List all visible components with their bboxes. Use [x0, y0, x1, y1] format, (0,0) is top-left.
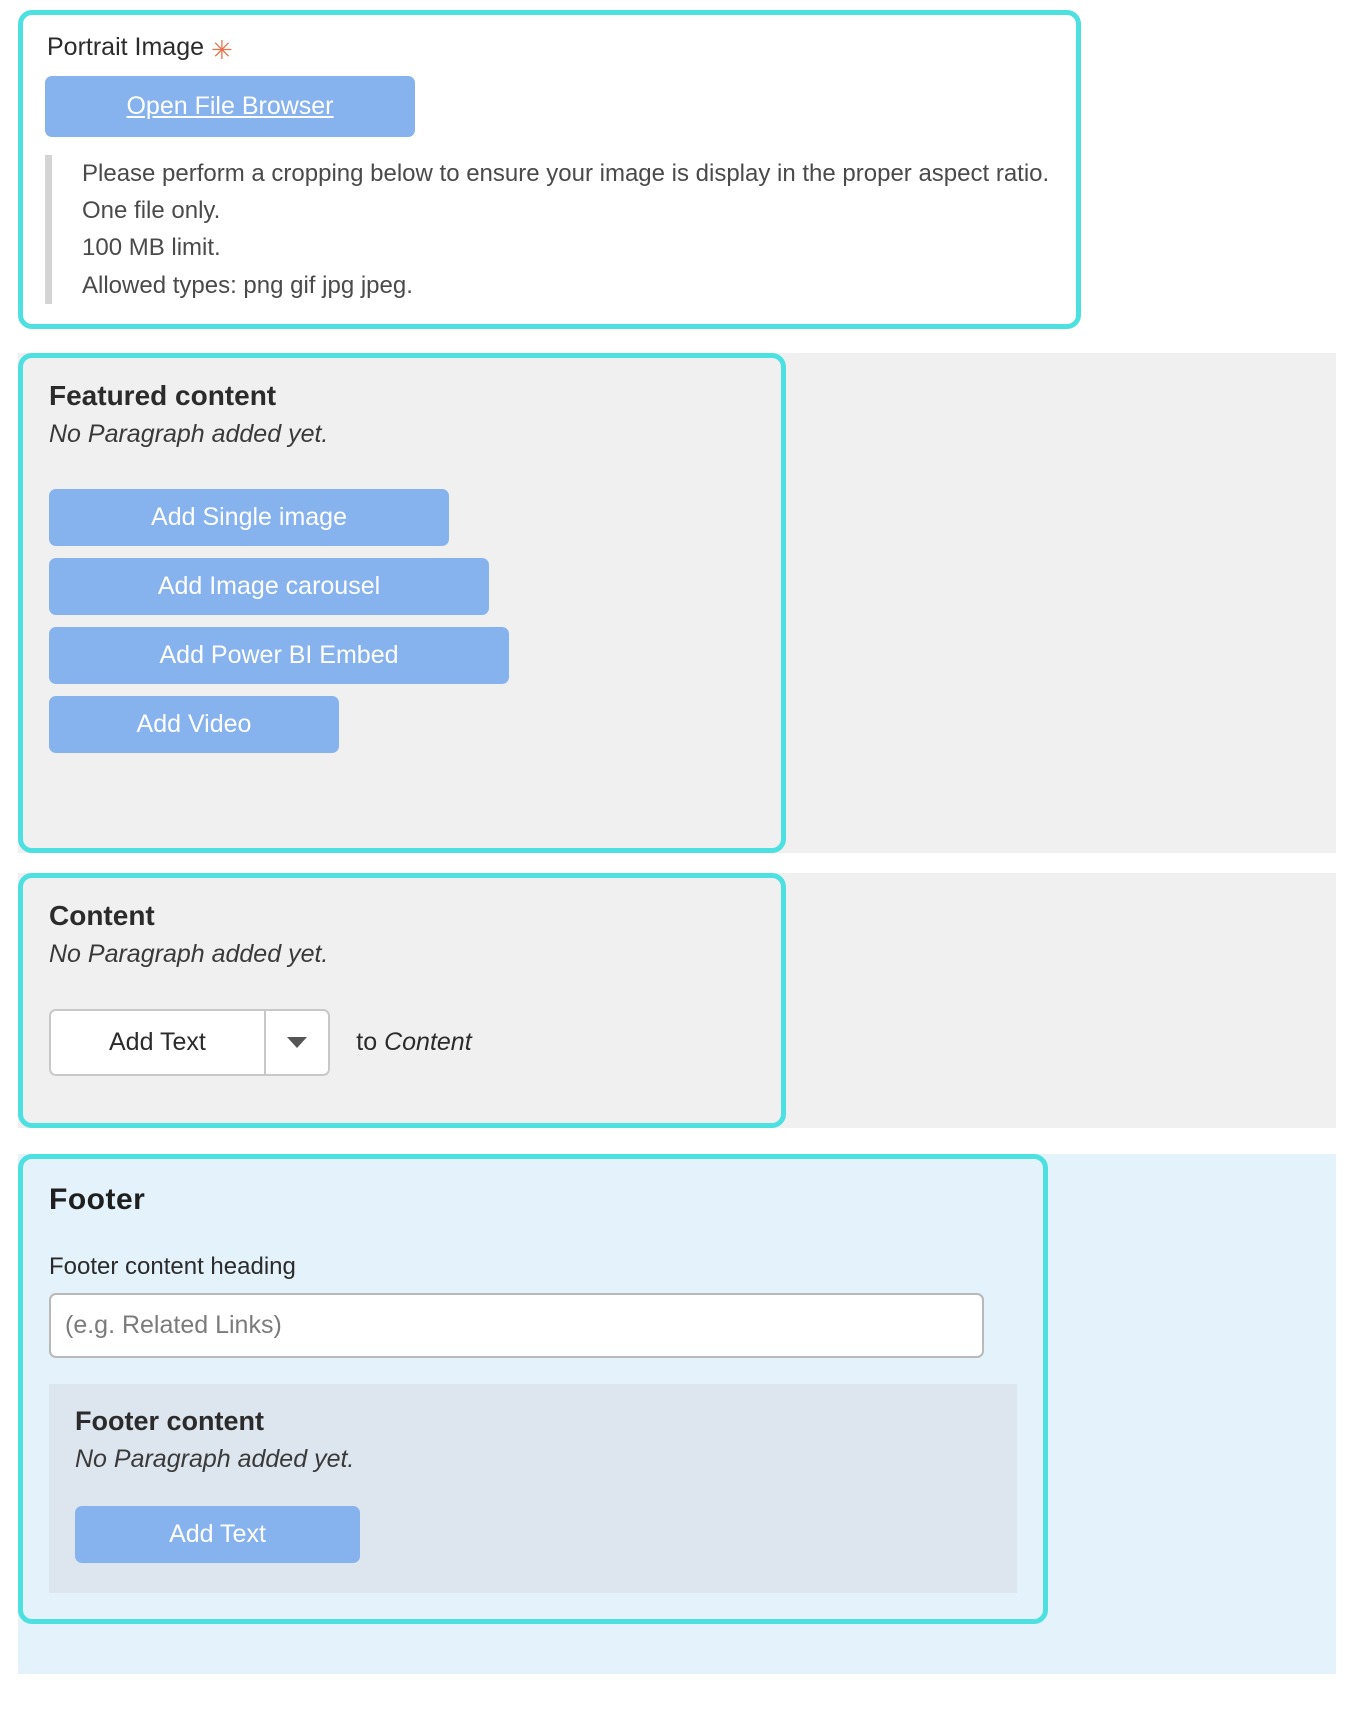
add-image-carousel-button[interactable] — [49, 558, 489, 615]
footer-add-text-button[interactable] — [75, 1506, 360, 1563]
content-section — [18, 873, 786, 1128]
footer-band — [18, 1154, 1336, 1674]
description-line-one-file: One file only. — [82, 197, 221, 225]
add-power-bi-embed-label: Add Power BI Embed — [159, 640, 399, 669]
featured-content-title: Featured content — [49, 379, 277, 411]
open-file-browser-label: Open File Browser — [126, 92, 334, 120]
add-single-image-label: Add Single image — [151, 502, 347, 531]
portrait-image-label-text: Portrait Image — [47, 33, 205, 61]
open-file-browser-button[interactable] — [45, 76, 415, 137]
description-line-types: Allowed types: png gif jpg jpeg. — [82, 271, 413, 299]
add-video-button[interactable] — [49, 696, 339, 753]
footer-heading-label: Footer content heading — [49, 1252, 296, 1280]
footer-content-title: Footer content — [75, 1405, 264, 1436]
footer-title: Footer — [49, 1182, 146, 1216]
featured-content-empty-message: No Paragraph added yet. — [49, 419, 329, 448]
chevron-down-glyph — [287, 1037, 307, 1048]
footer-content-subsection — [49, 1384, 1017, 1593]
featured-content-section — [18, 353, 786, 853]
footer-add-text-label: Add Text — [169, 1519, 266, 1548]
add-power-bi-embed-button[interactable] — [49, 627, 509, 684]
add-single-image-button[interactable] — [49, 489, 449, 546]
footer-heading-input[interactable] — [49, 1293, 984, 1358]
description-line-limit: 100 MB limit. — [82, 234, 221, 262]
form-page — [0, 10, 1368, 1674]
content-title: Content — [49, 899, 155, 931]
add-text-target-name: Content — [384, 1027, 472, 1056]
portrait-image-field — [18, 10, 1081, 329]
portrait-image-label — [47, 33, 1054, 65]
required-asterisk-icon: ✳ — [211, 34, 233, 65]
footer-content-empty-message: No Paragraph added yet. — [75, 1444, 355, 1473]
portrait-image-description — [45, 155, 1054, 304]
content-empty-message: No Paragraph added yet. — [49, 939, 329, 968]
add-text-target-prefix: to — [356, 1027, 385, 1056]
add-image-carousel-label: Add Image carousel — [157, 571, 381, 600]
content-add-row — [49, 1009, 755, 1076]
add-video-label: Add Video — [136, 709, 252, 738]
add-text-split-button[interactable] — [49, 1009, 330, 1076]
content-band — [18, 873, 1336, 1128]
add-text-target-label — [356, 1028, 471, 1056]
chevron-down-icon[interactable] — [264, 1011, 328, 1074]
add-text-button[interactable]: Add Text — [51, 1011, 264, 1074]
footer-section — [18, 1154, 1048, 1624]
featured-content-band — [18, 353, 1336, 853]
featured-content-button-stack — [49, 489, 755, 753]
description-line-cropping: Please perform a cropping below to ensure your image is display in the proper aspect ratio. — [82, 160, 1050, 187]
